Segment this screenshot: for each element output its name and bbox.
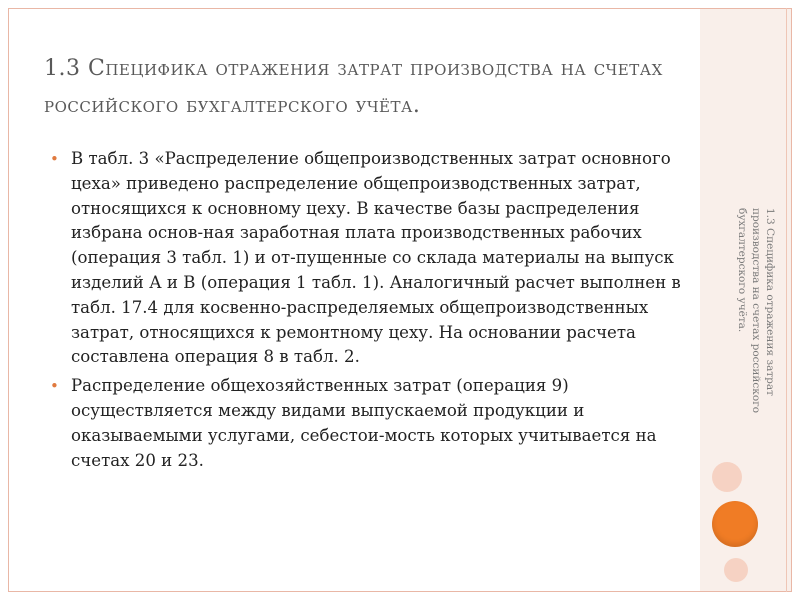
bullet-item-1 xyxy=(50,147,690,370)
vertical-side-caption: 1.3 Специфика отражения затрат производства на счетах российского бухгалтерского учёта. xyxy=(736,208,776,414)
slide-title-rest: пецифика отражения затрат производства на счетах российского бухгалтерского учёта. xyxy=(44,56,663,118)
bullet-text-1: В табл. 3 «Распределение общепроизводственных затрат основного цеха» приведено распределение общепроизводственных затрат, относящихся к основному цеху. В качестве базы распределения избрана основ-ная заработная плата производственных рабочих (операция 3 табл. 1) и от-пущенные со склада материалы на выпуск изделий А и В (операция 1 табл. 1). Аналогичный расчет выполнен в табл. 17.4 для косвенно-распределяемых общепроизводственных затрат, относящихся к ремонтному цеху. На основании расчета составлена операция 8 в табл. 2. xyxy=(71,149,681,367)
orange-circle-icon xyxy=(712,501,758,547)
bullet-text-2: Распределение общехозяйственных затрат (операция 9) осуществляется между видами выпускаемой продукции и оказываемыми услугами, себестои-мость которых учитывается на счетах 20 и 23. xyxy=(71,376,657,470)
bullet-icon: • xyxy=(50,377,59,396)
slide-title-lead: 1.3 С xyxy=(44,56,106,81)
light-peach-circle-icon xyxy=(712,462,742,492)
right-divider-line xyxy=(786,8,787,592)
bullet-icon: • xyxy=(50,150,59,168)
slide-title xyxy=(44,50,684,124)
bullet-item-2 xyxy=(50,374,690,473)
small-peach-circle-icon xyxy=(724,558,748,582)
bullet-list xyxy=(50,147,690,477)
